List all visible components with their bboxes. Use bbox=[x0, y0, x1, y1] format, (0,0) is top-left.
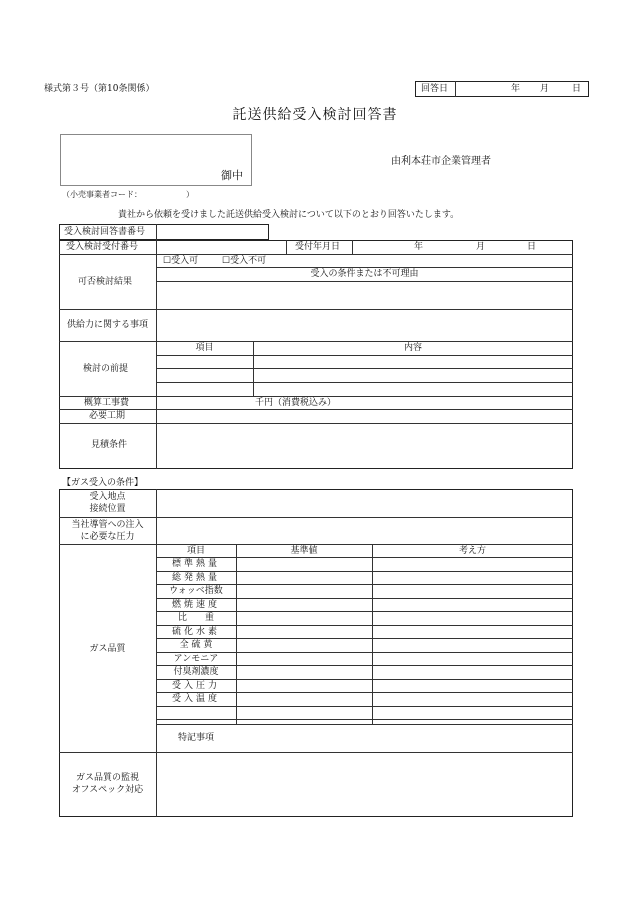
quality-standard-input[interactable] bbox=[237, 572, 371, 583]
quality-approach-input[interactable] bbox=[373, 693, 572, 704]
receipt-date-day: 日 bbox=[527, 242, 537, 252]
quality-item-label: ウォッベ指数 bbox=[169, 586, 223, 596]
quality-standard-input[interactable] bbox=[237, 626, 371, 637]
quality-standard-input[interactable] bbox=[237, 639, 371, 650]
col-item-header: 項目 bbox=[186, 546, 205, 556]
condition-label: 受入の条件または不可理由 bbox=[310, 269, 419, 279]
receipt-date-label: 受付年月日 bbox=[295, 242, 341, 252]
quality-approach-input[interactable] bbox=[373, 558, 572, 569]
quality-item-label: 硫化水素 bbox=[171, 626, 220, 637]
col-approach-header: 考え方 bbox=[458, 546, 486, 556]
pressure-label-1: 当社導管への注入 bbox=[71, 520, 144, 530]
quality-approach-input[interactable] bbox=[373, 572, 572, 583]
special-label: 特記事項 bbox=[177, 733, 214, 743]
estimate-label: 見積条件 bbox=[91, 440, 128, 450]
gas-section-title: 【ガス受入の条件】 bbox=[62, 478, 144, 488]
point-label-1: 受入地点 bbox=[89, 492, 126, 502]
answer-date-month: 月 bbox=[540, 84, 550, 94]
quality-approach-input[interactable] bbox=[373, 626, 572, 637]
estimate-input[interactable] bbox=[157, 424, 572, 468]
receipt-number-input[interactable] bbox=[157, 241, 285, 253]
option-accept[interactable]: ☐受入可 bbox=[163, 256, 199, 266]
quality-approach-input[interactable] bbox=[373, 599, 572, 610]
supply-input[interactable] bbox=[157, 310, 572, 340]
form-number: 様式第３号（第10条関係） bbox=[44, 84, 155, 94]
point-input[interactable] bbox=[157, 490, 572, 516]
quality-item-label: 受入温度 bbox=[171, 694, 220, 704]
quality-item-label: 燃焼速度 bbox=[171, 599, 220, 610]
monitor-label-2: オフスペック対応 bbox=[71, 785, 144, 795]
answer-number-label: 受入検討回答書番号 bbox=[64, 227, 146, 237]
quality-standard-input[interactable] bbox=[237, 558, 371, 569]
answer-date-label: 回答日 bbox=[421, 84, 449, 94]
quality-item-label: 総発熱量 bbox=[171, 572, 220, 583]
quality-approach-input[interactable] bbox=[373, 612, 572, 623]
quality-item-label: 付臭剤濃度 bbox=[173, 667, 219, 677]
pressure-label-2: に必要な圧力 bbox=[80, 532, 135, 542]
page-title: 託送供給受入検討回答書 bbox=[232, 107, 398, 123]
quality-standard-input[interactable] bbox=[237, 680, 371, 691]
receipt-date-month: 月 bbox=[476, 242, 486, 252]
premise-content-header: 内容 bbox=[403, 343, 422, 353]
intro-text: 貴社から依頼を受けました託送供給受入検討について以下のとおり回答いたします。 bbox=[118, 210, 460, 220]
quality-item-label: 受入圧力 bbox=[171, 680, 220, 691]
quality-approach-input[interactable] bbox=[373, 666, 572, 677]
quality-standard-input[interactable] bbox=[237, 693, 371, 704]
receipt-number-label: 受入検討受付番号 bbox=[66, 242, 139, 252]
col-standard-header: 基準値 bbox=[290, 546, 318, 556]
quality-standard-input[interactable] bbox=[237, 666, 371, 677]
premise-item-header: 項目 bbox=[195, 343, 214, 353]
receipt-date-year: 年 bbox=[414, 242, 424, 252]
answer-date-year: 年 bbox=[511, 84, 521, 94]
cost-label: 概算工事費 bbox=[84, 398, 130, 408]
quality-row-divider bbox=[156, 719, 573, 720]
quality-approach-input[interactable] bbox=[373, 639, 572, 650]
monitor-label-1: ガス品質の監視 bbox=[75, 773, 139, 783]
premise-label: 検討の前提 bbox=[83, 364, 129, 374]
quality-item-label: 比 重 bbox=[177, 613, 214, 623]
quality-standard-input[interactable] bbox=[237, 653, 371, 664]
result-label: 可否検討結果 bbox=[78, 277, 133, 287]
quality-row-divider bbox=[156, 706, 573, 707]
quality-approach-input[interactable] bbox=[373, 653, 572, 664]
supply-label: 供給力に関する事項 bbox=[67, 320, 149, 330]
answer-date-day: 日 bbox=[572, 84, 582, 94]
addressee-honorific: 御中 bbox=[221, 169, 243, 182]
quality-label: ガス品質 bbox=[89, 644, 126, 654]
special-input[interactable] bbox=[237, 725, 572, 751]
sender-name: 由利本荘市企業管理者 bbox=[391, 156, 491, 167]
condition-input[interactable] bbox=[157, 282, 572, 308]
answer-number-input[interactable] bbox=[157, 225, 267, 239]
point-label-2: 接続位置 bbox=[89, 504, 126, 514]
quality-approach-input[interactable] bbox=[373, 680, 572, 691]
monitor-input[interactable] bbox=[157, 753, 572, 816]
quality-standard-input[interactable] bbox=[237, 585, 371, 596]
quality-item-label: 全 硫 黄 bbox=[179, 640, 213, 650]
retailer-code: （小売事業者コード： ） bbox=[62, 190, 194, 199]
quality-item-label: アンモニア bbox=[173, 653, 219, 664]
quality-standard-input[interactable] bbox=[237, 612, 371, 623]
quality-approach-input[interactable] bbox=[373, 585, 572, 596]
period-label: 必要工期 bbox=[89, 411, 126, 421]
pressure-input[interactable] bbox=[157, 518, 572, 543]
quality-standard-input[interactable] bbox=[237, 599, 371, 610]
quality-item-label: 標準熱量 bbox=[171, 559, 220, 569]
option-reject[interactable]: ☐受入不可 bbox=[222, 256, 267, 266]
cost-unit: 千円（消費税込み） bbox=[255, 398, 337, 408]
